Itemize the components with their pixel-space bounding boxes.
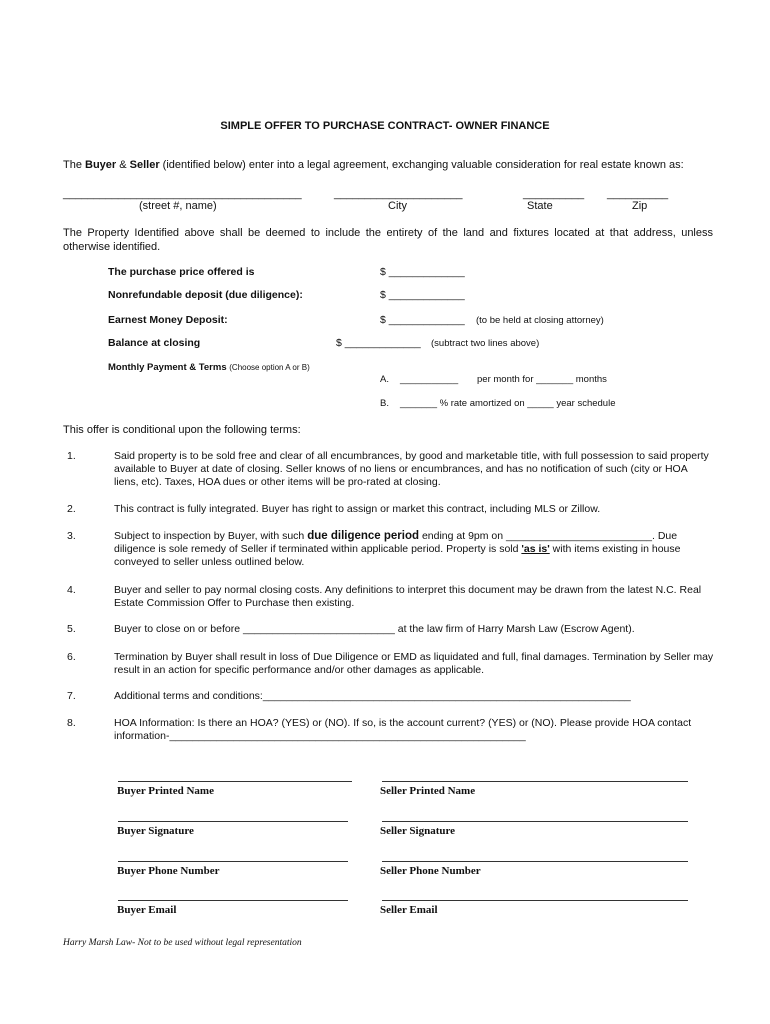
monthly-label: Monthly Payment & Terms [108, 362, 227, 373]
intro-buyer: Buyer [85, 159, 117, 171]
buyer-email-line[interactable] [118, 900, 348, 901]
due-diligence-term: due diligence period [307, 530, 420, 542]
as-is-term: 'as is' [521, 543, 550, 555]
item-7-text: Additional terms and conditions:_______________________________________________________________ [114, 690, 631, 702]
monthly-note: (Choose option A or B) [229, 363, 310, 372]
item-number: 8. [67, 717, 76, 729]
deposit-label: Nonrefundable deposit (due diligence): [108, 289, 303, 301]
item-3-text [114, 530, 714, 569]
intro-text-1: The [63, 159, 86, 171]
earnest-field[interactable]: $ _____________ [380, 314, 465, 326]
street-blank[interactable]: _______________________________________ [63, 188, 302, 200]
deposit-field[interactable]: $ _____________ [380, 289, 465, 301]
seller-email-label: Seller Email [380, 904, 438, 916]
item-3-pre: Subject to inspection by Buyer, with such [114, 530, 308, 542]
option-a-blank[interactable]: ___________ [400, 374, 459, 385]
item-2-text: This contract is fully integrated. Buyer has right to assign or market this contract, including MLS or Zillow. [114, 503, 601, 515]
buyer-printed-name-label: Buyer Printed Name [117, 785, 214, 797]
item-number: 7. [67, 690, 76, 702]
balance-label: Balance at closing [108, 337, 201, 349]
intro-amp: & [116, 159, 130, 171]
option-a-letter: A. [380, 374, 389, 385]
buyer-signature-label: Buyer Signature [117, 825, 194, 837]
item-number: 3. [67, 530, 76, 542]
seller-email-line[interactable] [382, 900, 688, 901]
buyer-phone-line[interactable] [118, 861, 348, 862]
item-number: 6. [67, 651, 76, 663]
purchase-price-label: The purchase price offered is [108, 266, 255, 278]
item-number: 2. [67, 503, 76, 515]
option-b-text: _______ % rate amortized on _____ year schedule [400, 398, 616, 409]
seller-name-line[interactable] [382, 781, 688, 782]
zip-blank[interactable]: __________ [607, 188, 669, 200]
option-b-letter: B. [380, 398, 389, 409]
zip-label: Zip [632, 200, 648, 212]
purchase-price-field[interactable]: $ _____________ [380, 266, 465, 278]
item-6-text: Termination by Buyer shall result in loss of Due Diligence or EMD as liquidated and full, final damages. Termination by Seller may result in an action for specific performance and/or other damages as applicable. [114, 651, 714, 676]
state-label: State [527, 200, 553, 212]
state-blank[interactable]: __________ [523, 188, 585, 200]
monthly-payment-heading [108, 362, 310, 374]
earnest-note: (to be held at closing attorney) [476, 315, 604, 326]
seller-printed-name-label: Seller Printed Name [380, 785, 476, 797]
street-label: (street #, name) [139, 200, 217, 212]
item-3-mid: ending at 9pm on _________________________. Due diligence is sole remedy of Seller if terminated within applicable period. Property is sold [114, 530, 678, 555]
footer-disclaimer: Harry Marsh Law- Not to be used without legal representation [63, 938, 302, 948]
buyer-name-line[interactable] [118, 781, 352, 782]
balance-field[interactable]: $ _____________ [336, 337, 421, 349]
item-number: 4. [67, 584, 76, 596]
option-a-text: per month for _______ months [477, 374, 607, 385]
seller-signature-line[interactable] [382, 821, 688, 822]
item-number: 5. [67, 623, 76, 635]
seller-phone-line[interactable] [382, 861, 688, 862]
buyer-email-label: Buyer Email [117, 904, 177, 916]
city-label: City [388, 200, 407, 212]
balance-note: (subtract two lines above) [431, 338, 540, 349]
item-8-text: HOA Information: Is there an HOA? (YES) or (NO). If so, is the account current? (YES) or (NO). Please provide HOA contact information-_____________________________________________________________ [114, 717, 692, 742]
conditional-heading: This offer is conditional upon the following terms: [63, 424, 301, 436]
property-paragraph: The Property Identified above shall be deemed to include the entirety of the land and fixtures located at that address, unless otherwise identified. [63, 227, 713, 253]
intro-text-2: (identified below) enter into a legal agreement, exchanging valuable consideration for real estate known as: [159, 159, 684, 171]
intro-seller: Seller [129, 159, 160, 171]
seller-phone-label: Seller Phone Number [380, 865, 481, 877]
item-5-text: Buyer to close on or before __________________________ at the law firm of Harry Marsh Law (Escrow Agent). [114, 623, 635, 635]
document-title: SIMPLE OFFER TO PURCHASE CONTRACT- OWNER FINANCE [220, 120, 550, 132]
item-1-text: Said property is to be sold free and clear of all encumbrances, by good and marketable title, with full possession to said property available to Buyer at date of closing. Seller knows of no liens or encumbrances, and has no notification of such (city or HOA liens, etc). Taxes, HOA dues or other items will be pro-rated at closing. [114, 450, 709, 488]
item-3-post: with items existing in house conveyed to seller unless outlined below. [114, 543, 681, 568]
seller-signature-label: Seller Signature [380, 825, 456, 837]
earnest-label: Earnest Money Deposit: [108, 314, 228, 326]
city-blank[interactable]: _____________________ [334, 188, 463, 200]
buyer-phone-label: Buyer Phone Number [117, 865, 220, 877]
item-4-text: Buyer and seller to pay normal closing costs. Any definitions to interpret this document may be drawn from the latest N.C. Real Estate Commission Offer to Purchase then existing. [114, 584, 702, 609]
buyer-signature-line[interactable] [118, 821, 348, 822]
intro-paragraph [63, 158, 684, 172]
item-number: 1. [67, 450, 76, 462]
